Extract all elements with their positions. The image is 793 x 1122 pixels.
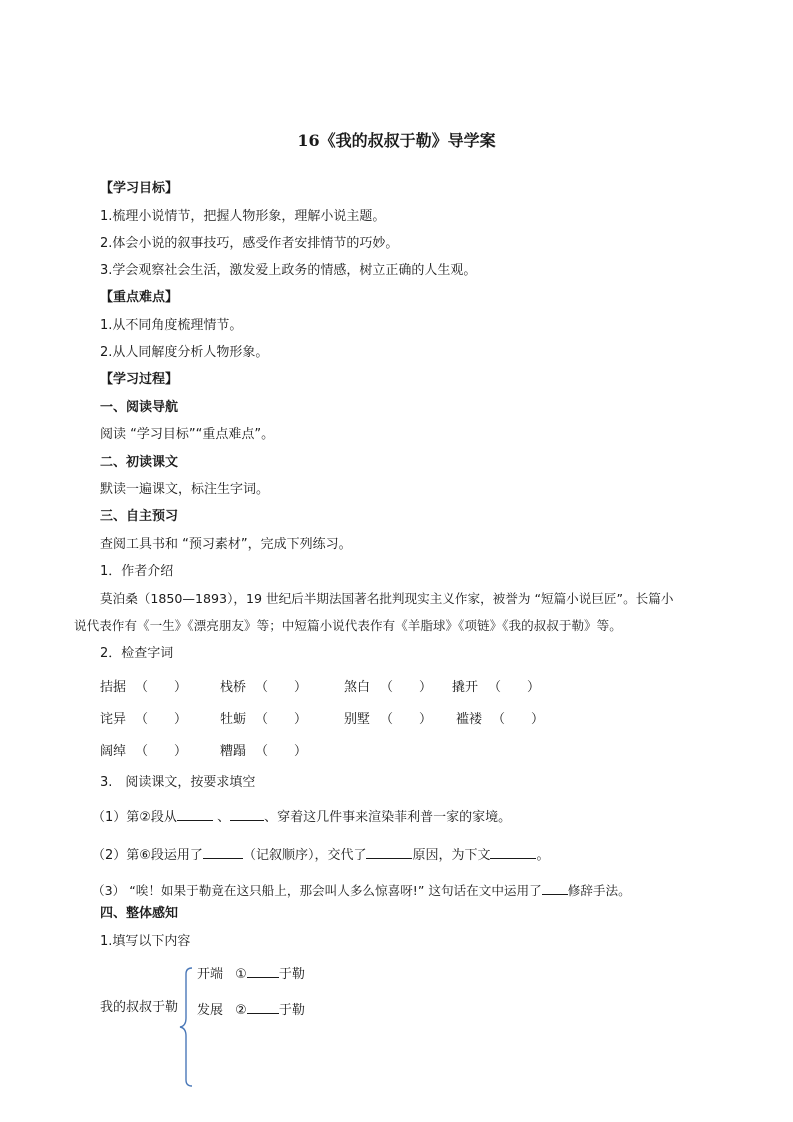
- answer-blank[interactable]: （ ）: [380, 712, 433, 727]
- goals-heading: 【学习目标】: [100, 181, 179, 196]
- q1-text-b: 、: [217, 810, 231, 825]
- tree-item-number: ②: [235, 1003, 247, 1018]
- word-item: 诧异: [100, 712, 127, 727]
- q1-text-c: 、穿着这几件事来渲染菲利普一家的家境。: [264, 810, 512, 825]
- q3-text-b: 修辞手法。: [567, 883, 631, 898]
- process-heading: 【学习过程】: [100, 372, 179, 387]
- tree-item-opening: [197, 963, 305, 984]
- reading-heading: 3. 阅读课文，按要求填空: [100, 775, 256, 790]
- key-heading: 【重点难点】: [100, 290, 179, 305]
- fill-blank[interactable]: [542, 880, 568, 895]
- fill-blank[interactable]: [247, 963, 279, 978]
- page-title: 16《我的叔叔于勒》导学案: [297, 131, 496, 150]
- word-item: 别墅: [344, 712, 371, 727]
- q3-text-a: （3） “唉！如果于勒竟在这只船上，那会叫人多么惊喜呀!” 这句话在文中运用了: [92, 883, 542, 898]
- part1-text: 阅读 “学习目标”“重点难点”。: [100, 427, 275, 442]
- word-item: 牡蛎: [220, 712, 247, 727]
- goal-2: 2.体会小说的叙事技巧，感受作者安排情节的巧妙。: [100, 236, 399, 251]
- answer-blank[interactable]: （ ）: [255, 680, 308, 695]
- tree-item-tail: 于勒: [278, 1003, 305, 1018]
- fill-blank[interactable]: [203, 844, 243, 859]
- author-line-1: 莫泊桑（1850—1893），19 世纪后半期法国著名批判现实主义作家，被誉为 “短篇小说巨匠”。长篇小: [100, 591, 674, 606]
- part2-heading: 二、初读课文: [100, 455, 179, 470]
- tree-item-tail: 于勒: [278, 967, 305, 982]
- author-heading: 1．作者介绍: [100, 564, 174, 579]
- fill-heading: 1.填写以下内容: [100, 934, 191, 949]
- q2-text-d: 。: [536, 848, 550, 863]
- fill-blank[interactable]: [230, 806, 264, 821]
- answer-blank[interactable]: （ ）: [135, 744, 188, 759]
- q1-text-a: （1）第②段从: [92, 810, 177, 825]
- answer-blank[interactable]: （ ）: [255, 744, 308, 759]
- key-point-1: 1.从不同角度梳理情节。: [100, 318, 243, 333]
- word-item: 煞白: [344, 680, 371, 695]
- question-2: [92, 844, 549, 865]
- part3-text: 查阅工具书和 “预习素材”，完成下列练习。: [100, 537, 352, 552]
- word-item: 褴褛: [456, 712, 483, 727]
- word-item: 阔绰: [100, 744, 127, 759]
- fill-blank[interactable]: [177, 806, 213, 821]
- q2-text-b: （记叙顺序），交代了: [242, 848, 367, 863]
- answer-blank[interactable]: （ ）: [380, 680, 433, 695]
- part1-heading: 一、阅读导航: [100, 400, 179, 415]
- goal-1: 1.梳理小说情节，把握人物形象，理解小说主题。: [100, 209, 386, 224]
- fill-blank[interactable]: [490, 844, 536, 859]
- tree-root: 我的叔叔于勒: [100, 1000, 179, 1015]
- question-1: [92, 806, 511, 827]
- tree-item-development: [197, 999, 305, 1020]
- author-line-2: 说代表作有《一生》《漂亮朋友》等；中短篇小说代表作有《羊脂球》《项链》《我的叔叔于勒》等。: [74, 618, 622, 633]
- q2-text-c: 原因，为下文: [412, 848, 491, 863]
- answer-blank[interactable]: （ ）: [488, 680, 541, 695]
- tree-item-number: ①: [235, 967, 247, 982]
- part4-heading: 四、整体感知: [100, 906, 179, 921]
- fill-blank[interactable]: [247, 999, 279, 1014]
- tree-item-label: 开端: [197, 967, 224, 982]
- part3-heading: 三、自主预习: [100, 509, 179, 524]
- answer-blank[interactable]: （ ）: [255, 712, 308, 727]
- word-item: 拮据: [100, 680, 127, 695]
- goal-3: 3.学会观察社会生活，激发爱上政务的情感，树立正确的人生观。: [100, 263, 477, 278]
- key-point-2: 2.从人同解度分析人物形象。: [100, 345, 269, 360]
- word-item: 撬开: [452, 680, 479, 695]
- brace-icon: [178, 966, 198, 1088]
- word-item: 糟蹋: [220, 744, 247, 759]
- answer-blank[interactable]: （ ）: [135, 712, 188, 727]
- part2-text: 默读一遍课文，标注生字词。: [100, 482, 270, 497]
- answer-blank[interactable]: （ ）: [492, 712, 545, 727]
- word-item: 栈桥: [220, 680, 247, 695]
- words-heading: 2．检查字词: [100, 646, 174, 661]
- tree-item-label: 发展: [197, 1003, 224, 1018]
- q2-text-a: （2）第⑥段运用了: [92, 848, 203, 863]
- question-3: [92, 880, 631, 900]
- answer-blank[interactable]: （ ）: [135, 680, 188, 695]
- fill-blank[interactable]: [366, 844, 412, 859]
